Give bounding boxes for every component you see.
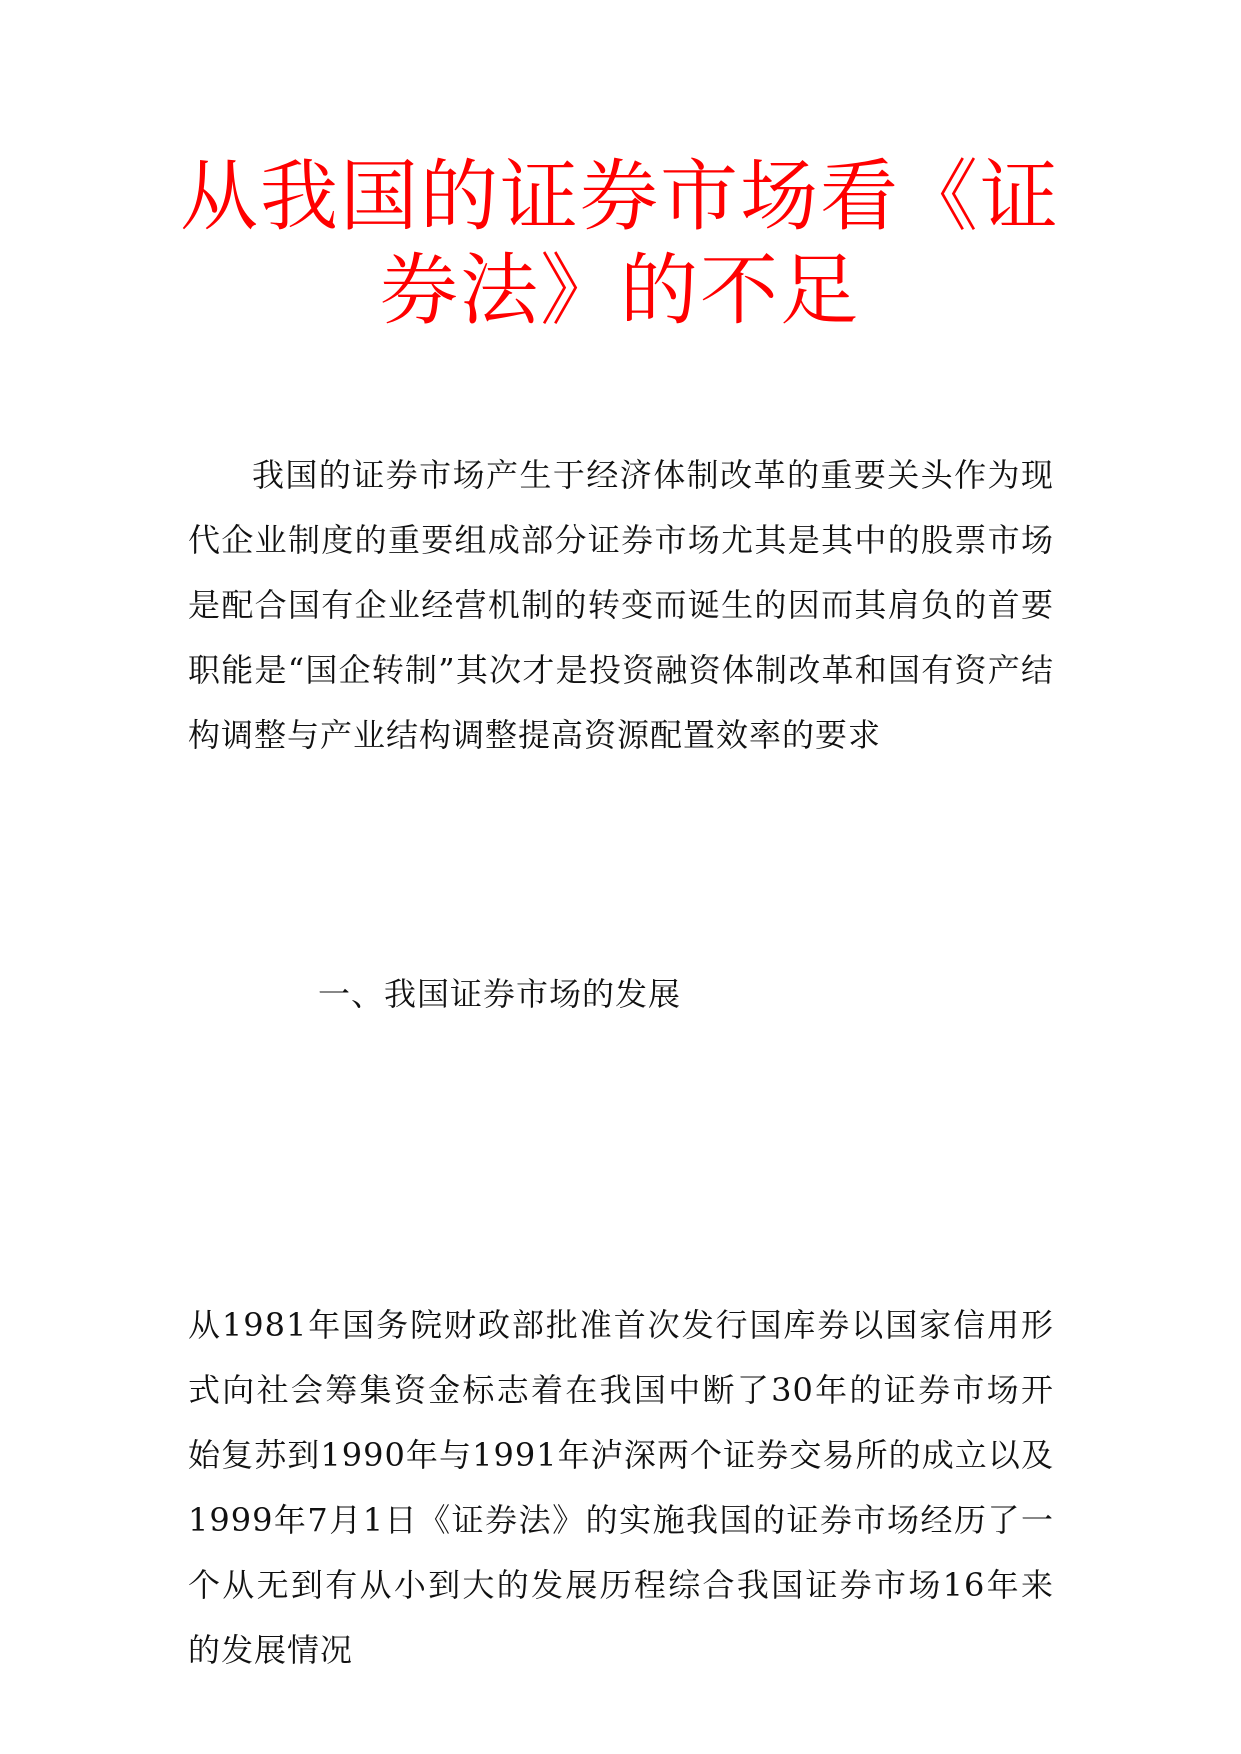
section-heading: 一、我国证券市场的发展 [318, 975, 682, 1013]
document-title: 从我国的证券市场看《证券法》的不足 [180, 152, 1061, 336]
intro-paragraph: 我国的证券市场产生于经济体制改革的重要关头作为现代企业制度的重要组成部分证券市场尤其是其中的股票市场是配合国有企业经营机制的转变而诞生的因而其肩负的首要职能是“国企转制”其次才是投资融资体制改革和国有资产结构调整与产业结构调整提高资源配置效率的要求 [188, 456, 1054, 754]
body-paragraph: 从1981年国务院财政部批准首次发行国库券以国家信用形式向社会筹集资金标志着在我国中断了30年的证券市场开始复苏到1990年与1991年泸深两个证券交易所的成立以及1999年7月1日《证券法》的实施我国的证券市场经历了一个从无到有从小到大的发展历程综合我国证券市场16年来的发展情况 [188, 1306, 1054, 1669]
